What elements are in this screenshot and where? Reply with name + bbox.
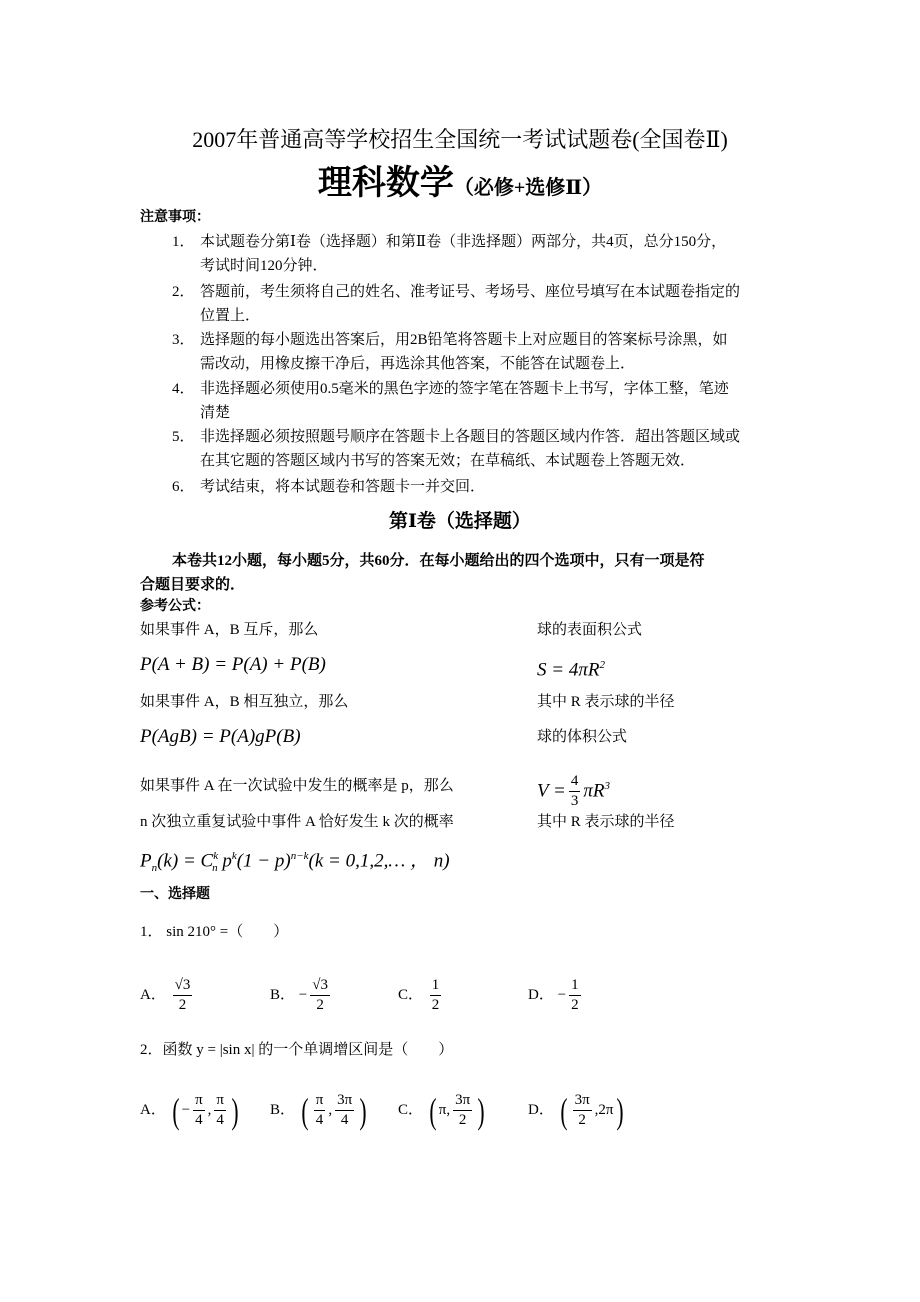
question-1-stem: 1． sin 210° =（ ） (140, 924, 289, 940)
f: n (212, 862, 218, 875)
numerator: 3π (573, 1091, 592, 1111)
value: π (438, 1102, 447, 1118)
f: (1 − p) (236, 850, 291, 872)
sign: − (181, 1102, 191, 1118)
value: 2π (598, 1102, 614, 1118)
denominator: 2 (578, 1112, 586, 1129)
note-text: 位置上． (200, 308, 261, 324)
question-2-stem: 2．函数 y = |sin x| 的一个单调增区间是（ ） (140, 1042, 454, 1058)
option-label: C． (398, 987, 424, 1003)
f: V = (537, 780, 566, 802)
f: n (151, 862, 158, 875)
formula-binomial (140, 846, 450, 878)
note-text: 考试时间120分钟． (200, 258, 328, 274)
numerator: π (214, 1091, 226, 1111)
f: k (213, 850, 219, 862)
formula-text: 球的表面积公式 (537, 622, 643, 638)
option-label: B． (270, 987, 296, 1003)
formula-exclusive: P(A + B) = P(A) + P(B) (140, 654, 326, 675)
formula-text: 其中 R 表示球的半径 (537, 814, 675, 830)
formula-sphere-volume (537, 764, 610, 813)
note-number: 2． (172, 284, 195, 300)
denominator: 2 (178, 997, 187, 1014)
numerator: π (314, 1091, 326, 1111)
part-heading: 一、选择题 (140, 887, 210, 902)
denominator: 4 (195, 1112, 203, 1129)
denominator: 2 (458, 1112, 467, 1129)
f: S = 4πR (537, 659, 600, 681)
f: 2 (599, 659, 605, 671)
note-text: 非选择题必须按照题号顺序在答题卡上各题目的答题区域内作答．超出答题区域或 (200, 429, 741, 445)
numerator: π (193, 1091, 205, 1111)
option-label: D． (528, 987, 554, 1003)
option-a[interactable]: A． ( − $\frac{\pi}{4}$ , $\frac{\pi}{4}$ ) (140, 1090, 239, 1131)
f: p (217, 850, 232, 872)
option-a[interactable] (140, 975, 195, 1015)
formula-text: n 次独立重复试验中事件 A 恰好发生 k 次的概率 (140, 814, 454, 830)
option-b[interactable]: B． ( $\frac{\pi}{4}$ , $\frac{3\pi}{4}$ ) (270, 1090, 367, 1131)
note-text: 清楚 (200, 405, 231, 421)
f: (k) = C (157, 850, 214, 872)
f: P (140, 850, 152, 872)
exam-title: 2007年普通高等学校招生全国统一考试试题卷(全国卷Ⅱ) (192, 127, 728, 152)
numerator: √3 (173, 976, 193, 996)
section-intro-line2: 合题目要求的． (140, 577, 246, 593)
option-label: A． (140, 987, 166, 1003)
numerator: 3π (453, 1091, 472, 1111)
sign: − (298, 987, 308, 1003)
f: 3 (604, 780, 610, 792)
note-number: 4． (172, 381, 195, 397)
numerator: 1 (430, 976, 442, 996)
subject-title: 理科数学 (317, 165, 454, 202)
option-label: D． (528, 1102, 554, 1118)
note-number: 5． (172, 429, 195, 445)
option-label: B． (270, 1102, 296, 1118)
note-text: 选择题的每小题选出答案后，用2B铅笔将答题卡上对应题目的答案标号涂黑，如 (200, 332, 728, 348)
denominator: 2 (431, 997, 440, 1014)
exam-subtitle (0, 164, 920, 210)
note-number: 1． (172, 234, 195, 250)
formula-text: 如果事件 A，B 相互独立，那么 (140, 694, 349, 710)
f: n−k (290, 850, 309, 862)
section-title: 第Ⅰ卷（选择题） (389, 511, 531, 532)
option-c[interactable] (398, 975, 444, 1015)
reference-heading: 参考公式： (140, 599, 210, 614)
formula-independent: P(AgB) = P(A)gP(B) (140, 726, 301, 747)
f: 3 (570, 793, 579, 810)
note-text: 在其它题的答题区域内书写的答案无效；在草稿纸、本试题卷上答题无效． (200, 453, 696, 469)
formula-text: 其中 R 表示球的半径 (537, 694, 675, 710)
denominator: 2 (571, 997, 579, 1014)
note-text: 需改动，用橡皮擦干净后，再选涂其他答案，不能答在试题卷上． (200, 356, 636, 372)
denominator: 4 (340, 1112, 349, 1129)
f: (k = 0,1,2,… ， n) (308, 850, 450, 872)
note-text: 非选择题必须使用0.5毫米的黑色字迹的签字笔在答题卡上书写，字体工整，笔迹 (200, 381, 729, 397)
subject-note: （必修+选修Ⅱ） (453, 177, 603, 199)
option-d[interactable]: D． ( $\frac{3\pi}{2}$ ,2π) (528, 1090, 624, 1131)
section-intro-line1: 本卷共12小题，每小题5分，共60分．在每小题给出的四个选项中，只有一项是符 (172, 553, 705, 569)
option-label: C． (398, 1102, 424, 1118)
note-number: 3． (172, 332, 195, 348)
note-text: 考试结束，将本试题卷和答题卡一并交回． (200, 479, 486, 495)
option-d[interactable] (528, 975, 584, 1015)
option-b[interactable] (270, 975, 333, 1015)
numerator: 1 (569, 976, 581, 996)
note-text: 本试题卷分第Ⅰ卷（选择题）和第Ⅱ卷（非选择题）两部分，共4页，总分150分， (200, 234, 727, 250)
numerator: 3π (335, 1091, 354, 1111)
denominator: 4 (216, 1112, 224, 1129)
denominator: 4 (315, 1112, 324, 1129)
sign: − (557, 987, 567, 1003)
note-number: 6． (172, 479, 195, 495)
formula-text: 如果事件 A，B 互斥，那么 (140, 622, 319, 638)
notes-heading: 注意事项： (140, 210, 210, 225)
option-c[interactable]: C． ( π, $\frac{3\pi}{2}$ ) (398, 1090, 485, 1131)
f: πR (583, 780, 605, 802)
formula-text: 球的体积公式 (537, 729, 628, 745)
note-text: 答题前，考生须将自己的姓名、准考证号、考场号、座位号填写在本试题卷指定的 (200, 284, 741, 300)
f: k (231, 850, 237, 862)
f: 4 (569, 772, 581, 792)
denominator: 2 (316, 997, 324, 1014)
numerator: √3 (310, 976, 330, 996)
formula-text: 如果事件 A 在一次试验中发生的概率是 p，那么 (140, 778, 454, 794)
formula-sphere-area (537, 655, 605, 680)
option-label: A． (140, 1102, 166, 1118)
